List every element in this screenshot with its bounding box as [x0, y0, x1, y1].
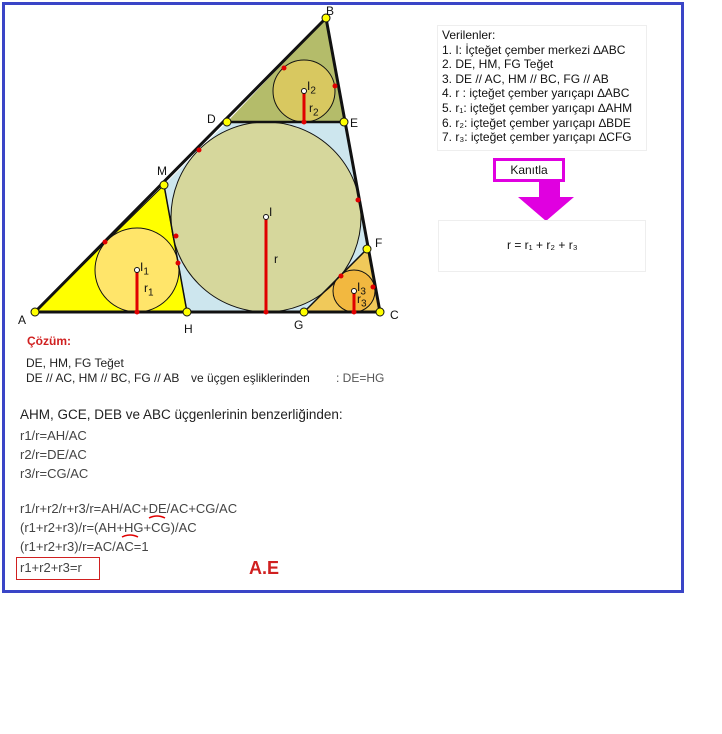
label-i1: $I_1$	[140, 260, 149, 278]
label-b: B	[326, 4, 335, 18]
ratio-2: r2/r=DE/AC	[20, 447, 87, 462]
givens-title: Verilenler:	[442, 28, 496, 42]
ratio-1: r1/r=AH/AC	[20, 428, 87, 443]
ratio-3: r3/r=CG/AC	[20, 466, 89, 481]
result-formula: r = r₁ + r₂ + r₃	[507, 238, 578, 252]
solution-line-2c: : DE=HG	[336, 371, 385, 385]
label-f: F	[375, 236, 383, 250]
label-i: I	[269, 205, 273, 219]
solution-line-2b: ve üçgen eşliklerinden	[191, 371, 310, 385]
label-r2: $r_2$	[309, 101, 319, 119]
label-e: E	[350, 116, 359, 130]
given-item: 2. DE, HM, FG Teğet	[442, 57, 554, 72]
label-c: C	[390, 308, 399, 322]
given-item: 1. I: İçteğet çember merkezi ∆ABC	[442, 42, 626, 57]
given-item: 6. r₂: içteğet çember yarıçapı ∆BDE	[442, 115, 631, 130]
given-item: 7. r₃: içteğet çember yarıçapı ∆CFG	[442, 130, 632, 145]
label-i2: $I_2$	[307, 79, 316, 97]
given-item: 3. DE // AC, HM // BC, FG // AB	[442, 71, 609, 86]
solution-title: Çözüm:	[27, 334, 71, 348]
step-1: r1/r+r2/r+r3/r=AH/AC+DE/AC+CG/AC	[20, 501, 238, 516]
similarity-statement: AHM, GCE, DEB ve ABC üçgenlerinin benzerliğinden:	[20, 407, 343, 422]
step-2: (r1+r2+r3)/r=(AH+HG+CG)/AC	[20, 520, 197, 535]
final-result: r1+r2+r3=r	[20, 560, 82, 575]
solution-line-2a: DE // AC, HM // BC, FG // AB	[26, 371, 180, 385]
label-r3: $r_3$	[357, 292, 367, 310]
label-r1: $r_1$	[144, 281, 154, 299]
label-m: M	[157, 164, 167, 178]
solution-line-1: DE, HM, FG Teğet	[26, 356, 124, 370]
given-item: 4. r : içteğet çember yarıçapı ∆ABC	[442, 86, 630, 101]
prove-button[interactable]: Kanıtla	[493, 158, 565, 182]
label-d: D	[207, 112, 216, 126]
label-h: H	[184, 322, 193, 336]
label-r: r	[274, 252, 278, 266]
author-signature: A.E	[249, 558, 280, 578]
label-i3: $I_3$	[357, 280, 366, 298]
step-3: (r1+r2+r3)/r=AC/AC=1	[20, 539, 149, 554]
label-g: G	[294, 318, 304, 332]
given-item: 5. r₁: içteğet çember yarıçapı ∆AHM	[442, 100, 633, 115]
label-a: A	[18, 313, 27, 327]
